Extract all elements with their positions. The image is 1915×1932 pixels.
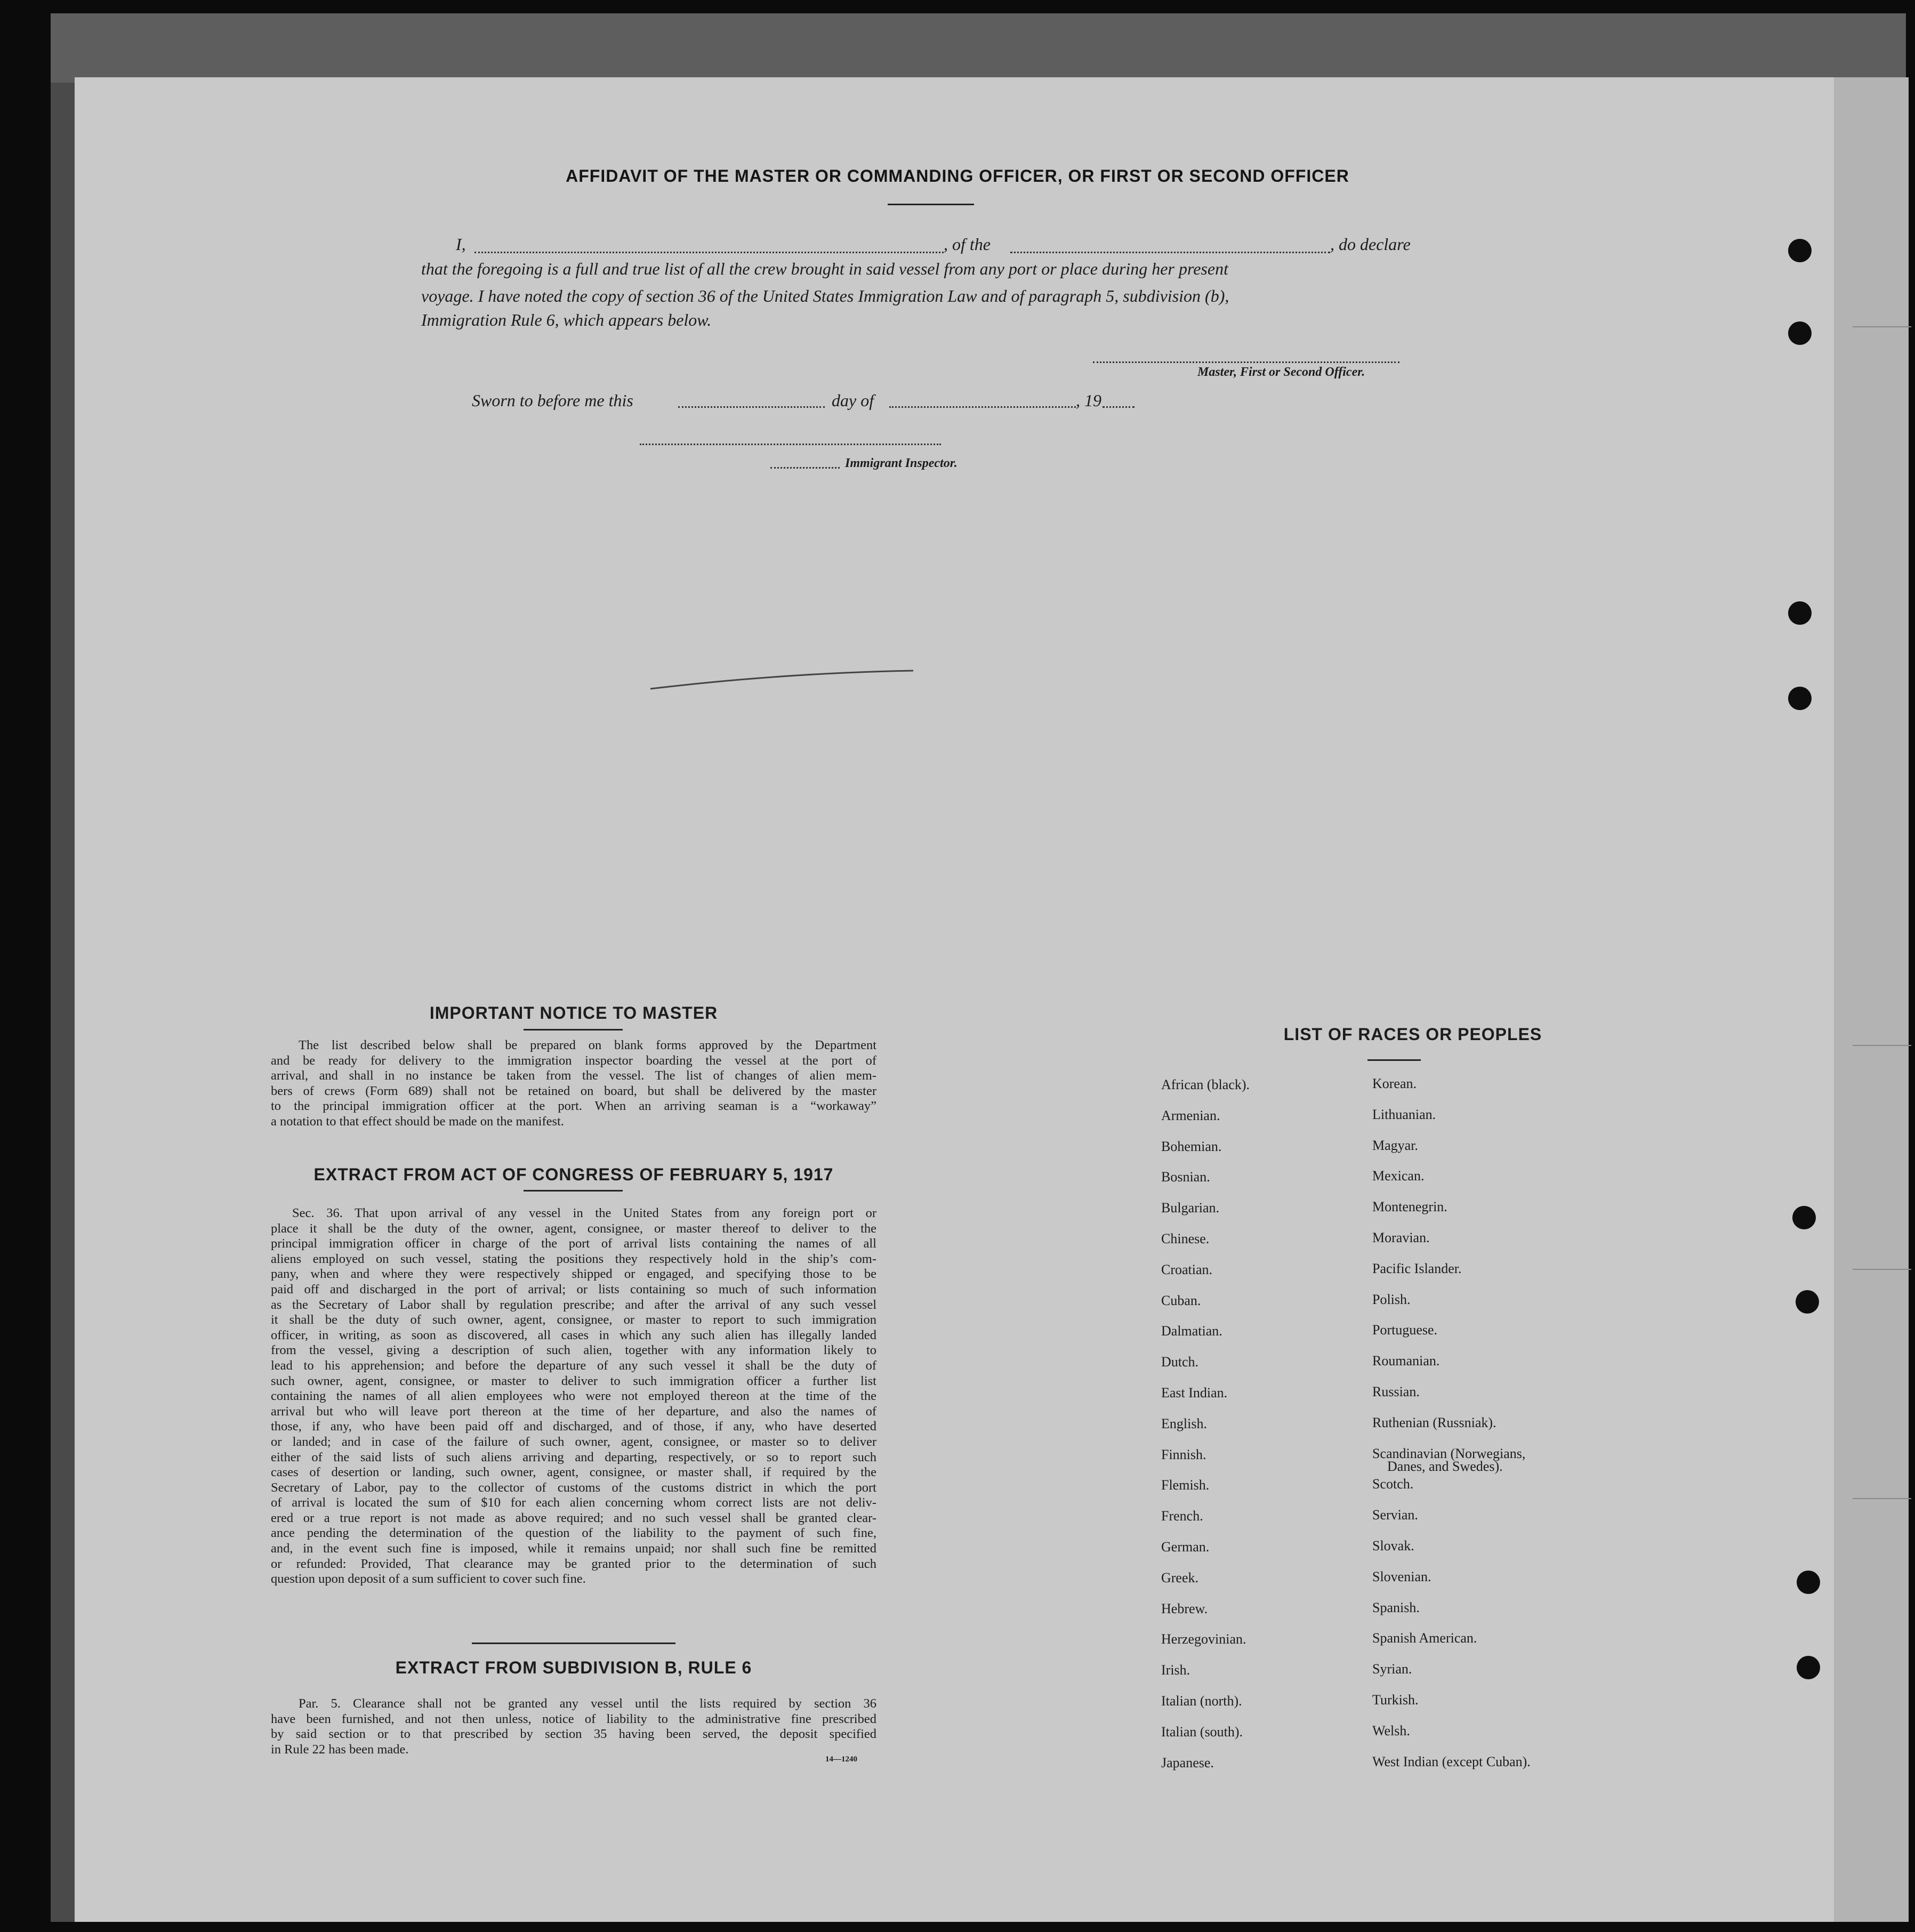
act-rule bbox=[524, 1190, 623, 1192]
notice-line: The list described below shall be prepared on blank forms approved by the Department bbox=[299, 1038, 876, 1052]
races-rule bbox=[1367, 1059, 1421, 1061]
rule-text bbox=[271, 1696, 876, 1757]
race-item: Chinese. bbox=[1161, 1231, 1210, 1246]
race-item: Croatian. bbox=[1161, 1261, 1213, 1277]
notice-line: bers of crews (Form 689) shall not be retained on board, but shall be delivered by the master bbox=[271, 1083, 876, 1098]
vessel-blank bbox=[1010, 252, 1330, 253]
paragraph-line: and, in the event such fine is imposed, while it remains unpaid; nor shall such fine be remitted bbox=[271, 1541, 876, 1556]
paragraph-line: from the vessel, giving a description of such alien, together with any information likely to bbox=[271, 1343, 876, 1358]
year-prefix: , 19 bbox=[1076, 391, 1101, 410]
race-item: Korean. bbox=[1372, 1076, 1417, 1091]
race-item: Dalmatian. bbox=[1161, 1323, 1222, 1339]
notice-line: and be ready for delivery to the immigration inspector boarding the vessel at the port of bbox=[271, 1053, 876, 1068]
paragraph-line: Sec. 36. That upon arrival of any vessel in the United States from any foreign port or bbox=[292, 1206, 876, 1220]
punch-hole bbox=[1797, 1656, 1820, 1679]
affidavit-of-the: , of the bbox=[944, 235, 991, 254]
notice-text bbox=[271, 1038, 876, 1130]
paragraph-line: such owner, agent, consignee, or master to deliver to such immigration officer a further list bbox=[271, 1373, 876, 1388]
race-item: Mexican. bbox=[1372, 1168, 1425, 1184]
race-item: Bohemian. bbox=[1161, 1138, 1222, 1154]
paragraph-line: question upon deposit of a sum sufficient to cover such fine. bbox=[271, 1572, 586, 1587]
race-item: Pacific Islander. bbox=[1372, 1260, 1462, 1276]
punch-hole bbox=[1788, 321, 1812, 345]
act-text bbox=[271, 1206, 876, 1587]
affidavit-do-declare: , do declare bbox=[1330, 235, 1411, 254]
race-item: African (black). bbox=[1161, 1077, 1250, 1092]
notice-rule bbox=[524, 1029, 623, 1031]
race-item: Lithuanian. bbox=[1372, 1106, 1436, 1122]
signature-label: Master, First or Second Officer. bbox=[1197, 365, 1365, 379]
inspector-blank bbox=[640, 444, 941, 445]
notice-title: IMPORTANT NOTICE TO MASTER bbox=[429, 1003, 718, 1023]
paragraph-line: officer, in writing, as soon as discovered, all cases in which any such alien has illegally landed bbox=[271, 1327, 876, 1342]
race-item: Japanese. bbox=[1161, 1754, 1214, 1770]
year-blank bbox=[1103, 406, 1134, 408]
race-item: Italian (north). bbox=[1161, 1693, 1242, 1709]
race-item: West Indian (except Cuban). bbox=[1372, 1753, 1531, 1769]
race-item: Flemish. bbox=[1161, 1477, 1210, 1493]
affidavit-body-1: that the foregoing is a full and true list of all the crew brought in said vessel from any port or place during her present bbox=[421, 259, 1228, 278]
race-item: Scotch. bbox=[1372, 1476, 1414, 1492]
right-page-edge bbox=[1834, 77, 1909, 1922]
paragraph-line: by said section or to that prescribed by section 35 having been served, the deposit specified bbox=[271, 1727, 876, 1742]
paragraph-line: arrival but who will leave port thereon at the time of her departure, and also the names of bbox=[271, 1404, 876, 1419]
punch-hole bbox=[1788, 687, 1812, 710]
race-item: Bosnian. bbox=[1161, 1169, 1210, 1185]
race-item: English. bbox=[1161, 1415, 1207, 1431]
paragraph-line: ance pending the determination of the question of the liability to the payment of such fine, bbox=[271, 1526, 876, 1541]
edge-rule bbox=[1853, 1045, 1911, 1046]
race-item: Italian (south). bbox=[1161, 1724, 1243, 1740]
edge-rule bbox=[1853, 1498, 1911, 1499]
race-item: Armenian. bbox=[1161, 1107, 1220, 1123]
paragraph-line: or landed; and in case of the failure of such owner, agent, consignee, or master so to deliver bbox=[271, 1434, 876, 1449]
paragraph-line: aliens employed on such vessel, stating the positions they respectively hold in the ship’s com- bbox=[271, 1251, 876, 1266]
race-item: Magyar. bbox=[1372, 1137, 1418, 1153]
race-item: Slovak. bbox=[1372, 1538, 1414, 1553]
paragraph-line: have been furnished, and not then unless, notice of liability to the administrative fine prescribed bbox=[271, 1711, 876, 1726]
paragraph-line: containing the names of all alien employees who were not employed thereon at the time of the bbox=[271, 1389, 876, 1404]
document-page bbox=[75, 77, 1845, 1922]
notice-line: arrival, and shall in no instance be taken from the vessel. The list of changes of alien mem- bbox=[271, 1068, 876, 1083]
paragraph-line: lead to his apprehension; and before the departure of any such vessel it shall be the duty of bbox=[271, 1358, 876, 1373]
paragraph-line: in Rule 22 has been made. bbox=[271, 1742, 409, 1757]
affidavit-body-3: Immigration Rule 6, which appears below. bbox=[421, 310, 712, 329]
month-blank bbox=[889, 406, 1076, 408]
race-item-continuation: Danes, and Swedes). bbox=[1387, 1458, 1503, 1474]
race-item: Bulgarian. bbox=[1161, 1200, 1220, 1216]
paragraph-line: as the Secretary of Labor shall by regulation prescribe; and after the arrival of any such vessel bbox=[271, 1297, 876, 1312]
paragraph-line: Secretary of Labor, pay to the collector of customs of the customs district in which the port bbox=[271, 1480, 876, 1495]
pen-mark bbox=[648, 666, 914, 693]
sworn-day-blank bbox=[678, 406, 825, 408]
race-item: Montenegrin. bbox=[1372, 1199, 1447, 1215]
race-item: Syrian. bbox=[1372, 1661, 1412, 1677]
race-item: Dutch. bbox=[1161, 1354, 1199, 1370]
punch-hole bbox=[1796, 1290, 1819, 1314]
signature-blank bbox=[1093, 361, 1399, 363]
race-item: Welsh. bbox=[1372, 1722, 1410, 1738]
race-item: Irish. bbox=[1161, 1662, 1190, 1678]
race-item: Spanish American. bbox=[1372, 1630, 1477, 1646]
race-item: Scandinavian (Norwegians, bbox=[1372, 1445, 1526, 1461]
paragraph-line: or refunded: Provided, That clearance may be granted prior to the determination of such bbox=[271, 1556, 876, 1571]
race-item: Spanish. bbox=[1372, 1599, 1420, 1615]
race-item: Polish. bbox=[1372, 1291, 1411, 1307]
paragraph-line: cases of desertion or landing, such owner, agent, consignee, or master shall, if required by the bbox=[271, 1465, 876, 1480]
punch-hole bbox=[1792, 1206, 1816, 1229]
race-item: Finnish. bbox=[1161, 1446, 1206, 1462]
edge-rule bbox=[1853, 326, 1911, 327]
punch-hole bbox=[1788, 239, 1812, 262]
name-blank bbox=[474, 252, 944, 253]
paragraph-line: of arrival is located the sum of $10 for each alien concerning whom correct lists are not deliv- bbox=[271, 1495, 876, 1510]
race-item: Moravian. bbox=[1372, 1230, 1430, 1245]
punch-hole bbox=[1788, 601, 1812, 625]
form-number: 14—1240 bbox=[825, 1755, 857, 1764]
paragraph-line: Par. 5. Clearance shall not be granted any vessel until the lists required by section 36 bbox=[299, 1696, 876, 1711]
race-item: Portuguese. bbox=[1372, 1322, 1438, 1338]
paragraph-line: it shall be the duty of such owner, agent, consignee, or master to report to such immigration bbox=[271, 1313, 876, 1327]
affidavit-title: AFFIDAVIT OF THE MASTER OR COMMANDING OFFICER, OR FIRST OR SECOND OFFICER bbox=[566, 166, 1349, 186]
notice-line: to the principal immigration officer at the port. When an arriving seaman is a “workaway” bbox=[271, 1099, 876, 1114]
act-end-rule bbox=[472, 1643, 675, 1644]
rule-title: EXTRACT FROM SUBDIVISION B, RULE 6 bbox=[395, 1658, 752, 1677]
punch-hole bbox=[1797, 1571, 1820, 1594]
day-of: day of bbox=[832, 391, 874, 410]
race-item: Cuban. bbox=[1161, 1292, 1201, 1308]
race-item: Hebrew. bbox=[1161, 1600, 1208, 1616]
edge-rule bbox=[1853, 1269, 1911, 1270]
inspector-label: Immigrant Inspector. bbox=[845, 456, 957, 470]
paragraph-line: place it shall be the duty of the owner, agent, consignee, or master thereof to deliver to the bbox=[271, 1221, 876, 1236]
race-item: East Indian. bbox=[1161, 1385, 1228, 1400]
race-item: Turkish. bbox=[1372, 1692, 1419, 1708]
race-item: German. bbox=[1161, 1539, 1210, 1555]
act-title: EXTRACT FROM ACT OF CONGRESS OF FEBRUARY 5, 1917 bbox=[313, 1165, 834, 1184]
notice-line: a notation to that effect should be made on the manifest. bbox=[271, 1114, 564, 1129]
paragraph-line: either of the said lists of such aliens arriving and departing, respectively, or so to report such bbox=[271, 1450, 876, 1464]
paragraph-line: ered or a true report is not made as above required; and no such vessel shall be granted clear- bbox=[271, 1510, 876, 1525]
race-item: Slovenian. bbox=[1372, 1568, 1431, 1584]
race-item: Ruthenian (Russniak). bbox=[1372, 1414, 1496, 1430]
title-rule bbox=[888, 204, 974, 205]
affidavit-i: I, bbox=[456, 235, 466, 254]
paragraph-line: principal immigration officer in charge of the port of arrival lists containing the names of all bbox=[271, 1236, 876, 1251]
paragraph-line: pany, when and where they were respectively shipped or engaged, and specifying those to be bbox=[271, 1267, 876, 1282]
race-item: Roumanian. bbox=[1372, 1353, 1440, 1369]
top-shadow-band bbox=[51, 13, 1906, 83]
sworn-text: Sworn to before me this bbox=[472, 391, 633, 410]
paragraph-line: those, if any, who have been paid off and discharged, and of those, if any, who have deserted bbox=[271, 1419, 876, 1434]
race-item: Herzegovinian. bbox=[1161, 1631, 1246, 1647]
inspector-prefix-blank bbox=[770, 467, 840, 469]
race-item: Greek. bbox=[1161, 1569, 1199, 1585]
race-item: French. bbox=[1161, 1508, 1203, 1524]
affidavit-body-2: voyage. I have noted the copy of section 36 of the United States Immigration Law and of paragraph 5, subdivision (b), bbox=[421, 286, 1229, 305]
race-item: Russian. bbox=[1372, 1384, 1420, 1399]
race-item: Servian. bbox=[1372, 1507, 1418, 1523]
paragraph-line: paid off and discharged in the port of arrival; or lists containing so much of such information bbox=[271, 1282, 876, 1297]
races-title: LIST OF RACES OR PEOPLES bbox=[1283, 1025, 1542, 1044]
